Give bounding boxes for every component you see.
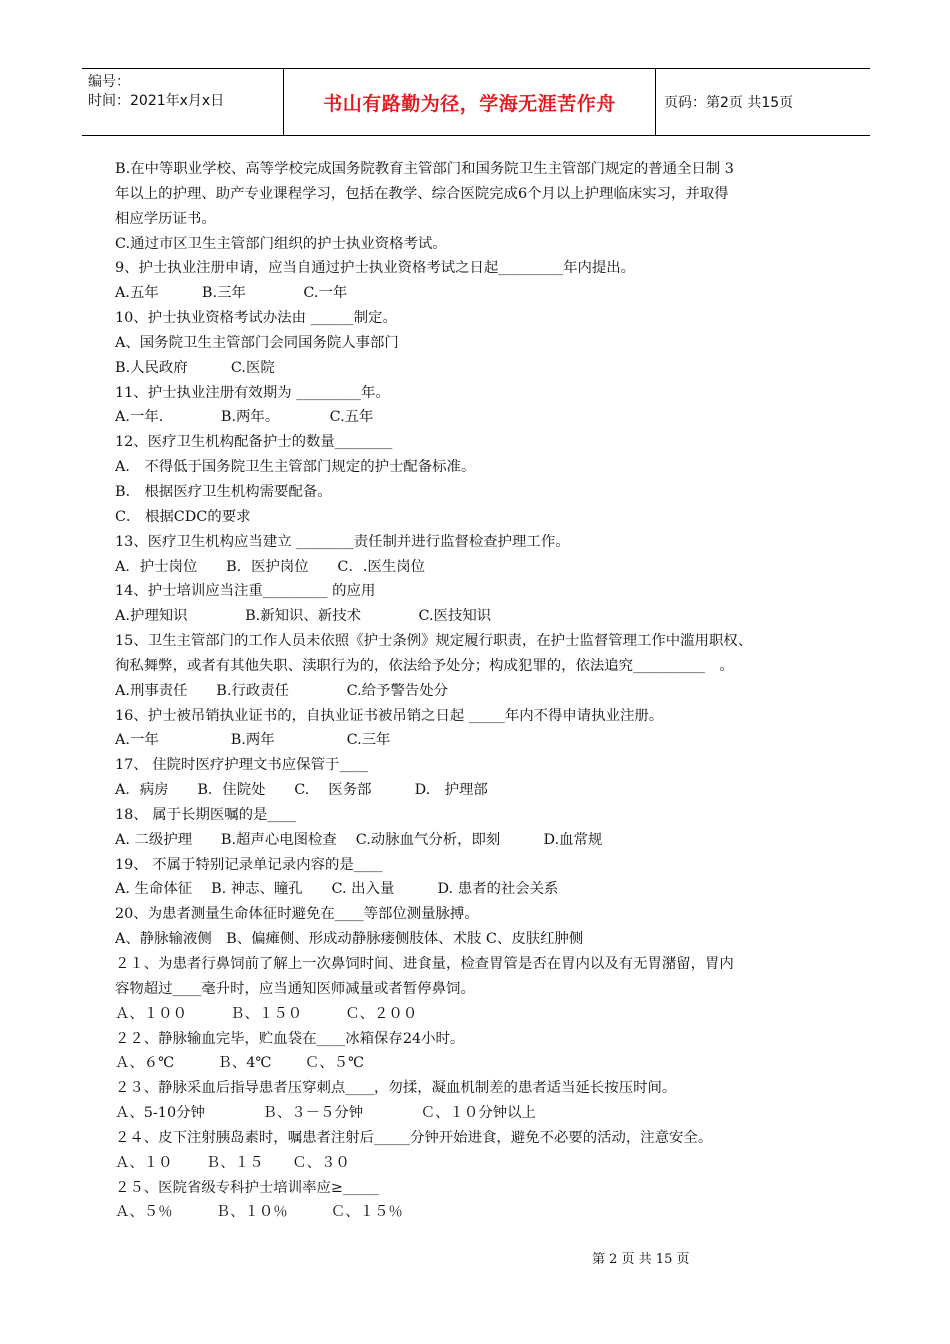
question-line: 14、护士培训应当注重_________ 的应用 — [115, 583, 376, 600]
options-line: Ａ、１０ Ｂ、１５ Ｃ、３０ — [115, 1154, 350, 1171]
text-line: 年以上的护理、助产专业课程学习，包括在教学、综合医院完成6个月以上护理临床实习，并取得 — [115, 185, 729, 202]
header-motto: 书山有路勤为径，学海无涯苦作舟 — [284, 69, 656, 135]
options-line: A.五年 B.三年 C.一年 — [115, 285, 348, 302]
question-line: 11、护士执业注册有效期为 _________年。 — [115, 384, 390, 401]
options-line: A.一年. B.两年。 C.五年 — [115, 409, 374, 426]
number-label: 编号： — [88, 74, 130, 90]
options-line: Ａ、６℃ Ｂ、4℃ Ｃ、５℃ — [115, 1055, 365, 1072]
options-line: A． 不得低于国务院卫生主管部门规定的护士配备标准。 — [115, 459, 476, 476]
question-line: ２２、静脉输血完毕，贮血袋在____冰箱保存24小时。 — [115, 1030, 465, 1047]
question-line: 20、为患者测量生命体征时避免在____等部位测量脉搏。 — [115, 906, 479, 923]
question-line: 19、 不属于特别记录单记录内容的是____ — [115, 856, 383, 873]
options-line: B.人民政府 C.医院 — [115, 359, 275, 376]
question-line: ２４、皮下注射胰岛素时，嘱患者注射后_____分钟开始进食，避免不必要的活动，注意安全。 — [115, 1129, 713, 1146]
options-line: Ａ、5-10分钟 Ｂ、３－５分钟 Ｃ、１０分钟以上 — [115, 1105, 536, 1122]
options-line: Ａ、１００ Ｂ、１５０ Ｃ、２００ — [115, 1005, 418, 1022]
text-line: B.在中等职业学校、高等学校完成国务院教育主管部门和国务院卫生主管部门规定的普通全日制 3 — [115, 161, 734, 177]
options-line: A.一年 B.两年 C.三年 — [115, 732, 391, 749]
header-info — [82, 69, 284, 135]
header-page-code: 页码：第2页 共15页 — [664, 95, 794, 111]
document-body — [115, 157, 855, 1225]
options-line: Ａ、５％ Ｂ、１０％ Ｃ、１５％ — [115, 1204, 403, 1221]
question-line: ２１、为患者行鼻饲前了解上一次鼻饲时间、进食量，检查胃管是否在胃内以及有无胃潴留，胃内 — [115, 956, 734, 972]
question-line: 容物超过____毫升时，应当通知医师减量或者暂停鼻饲。 — [115, 980, 475, 997]
options-line: B． 根据医疗卫生机构需要配备。 — [115, 483, 332, 500]
options-line: A、国务院卫生主管部门会同国务院人事部门 — [115, 334, 399, 351]
time-label: 时间：2021年x月x日 — [88, 93, 225, 109]
page-footer: 第 2 页 共 15 页 — [592, 1252, 690, 1267]
text-line: C.通过市区卫生主管部门组织的护士执业资格考试。 — [115, 235, 447, 252]
text-line: 相应学历证书。 — [115, 210, 216, 227]
question-line: ２５、医院省级专科护士培训率应≥_____ — [115, 1179, 379, 1196]
options-line: C． 根据CDC的要求 — [115, 508, 251, 525]
question-line: 10、护士执业资格考试办法由 ______制定。 — [115, 310, 397, 327]
options-line: A．护士岗位 B．医护岗位 C．.医生岗位 — [115, 558, 425, 575]
options-line: A．病房 B．住院处 C. 医务部 D. 护理部 — [115, 782, 488, 799]
question-line: 9、护士执业注册申请，应当自通过护士执业资格考试之日起_________年内提出。 — [115, 260, 636, 277]
question-line: 18、 属于长期医嘱的是____ — [115, 806, 297, 823]
page-header — [82, 68, 870, 136]
options-line: A.刑事责任 B.行政责任 C.给予警告处分 — [115, 682, 449, 699]
question-line: 13、医疗卫生机构应当建立 ________责任制并进行监督检查护理工作。 — [115, 533, 570, 550]
options-line: A. 生命体征 B. 神志、瞳孔 C. 出入量 D. 患者的社会关系 — [115, 881, 559, 898]
question-line: 17、 住院时医疗护理文书应保管于____ — [115, 757, 369, 774]
question-line: 16、护士被吊销执业证书的，自执业证书被吊销之日起 _____年内不得申请执业注册。 — [115, 707, 664, 724]
options-line: A.护理知识 B.新知识、新技术 C.医技知识 — [115, 608, 492, 625]
question-line: 徇私舞弊，或者有其他失职、渎职行为的，依法给予处分；构成犯罪的，依法追究__________ 。 — [115, 657, 734, 674]
question-line: ２３、静脉采血后指导患者压穿刺点____，勿揉，凝血机制差的患者适当延长按压时间。 — [115, 1080, 677, 1097]
options-line: A、静脉输液侧 B、偏瘫侧、形成动静脉瘘侧肢体、术肢 C、皮肤红肿侧 — [115, 931, 584, 948]
options-line: A. 二级护理 B.超声心电图检查 C.动脉血气分析，即刻 D.血常规 — [115, 831, 603, 848]
question-line: 12、医疗卫生机构配备护士的数量________ — [115, 434, 393, 451]
question-line: 15、卫生主管部门的工作人员未依照《护士条例》规定履行职责，在护士监督管理工作中滥用职权、 — [115, 633, 753, 650]
